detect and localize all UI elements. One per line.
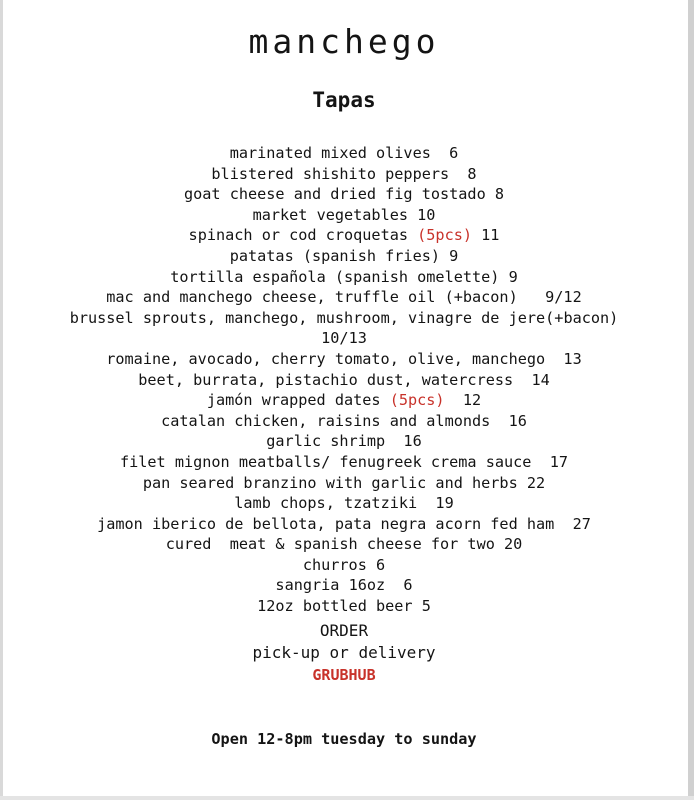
menu-item: lamb chops, tzatziki 19 bbox=[234, 494, 454, 513]
menu-item-name: jamón wrapped dates bbox=[206, 391, 390, 410]
tapas-menu-list bbox=[0, 143, 688, 617]
menu-item: tortilla española (spanish omelette) 9 bbox=[170, 267, 518, 286]
opening-hours: Open 12-8pm tuesday to sunday bbox=[211, 730, 477, 748]
restaurant-title: manchego bbox=[248, 22, 440, 61]
menu-item: market vegetables 10 bbox=[252, 205, 436, 224]
order-method: pick-up or delivery bbox=[252, 643, 436, 662]
menu-item: marinated mixed olives 6 bbox=[229, 144, 459, 162]
menu-item: sangria 16oz 6 bbox=[275, 576, 413, 595]
menu-item: garlic shrimp 16 bbox=[266, 432, 422, 451]
menu-item: romaine, avocado, cherry tomato, olive, manchego 13 bbox=[106, 349, 582, 368]
portion-highlight: (5pcs) bbox=[389, 391, 445, 410]
menu-item: churros 6 bbox=[302, 555, 386, 574]
frame-right-border bbox=[688, 0, 694, 800]
menu-item: catalan chicken, raisins and almonds 16 bbox=[161, 411, 527, 430]
menu-item: 10/13 bbox=[321, 329, 367, 348]
menu-item-name: spinach or cod croquetas bbox=[188, 226, 418, 245]
frame-bottom-border bbox=[0, 796, 694, 800]
menu-item: mac and manchego cheese, truffle oil (+bacon) 9/12 bbox=[106, 288, 582, 307]
menu-item: brussel sprouts, manchego, mushroom, vinagre de jere(+bacon) bbox=[69, 308, 619, 327]
menu-item: pan seared branzino with garlic and herbs 22 bbox=[142, 473, 546, 492]
menu-item-price: 12 bbox=[444, 391, 482, 410]
menu-item: jamon iberico de bellota, pata negra acorn fed ham 27 bbox=[97, 514, 591, 533]
menu-item: filet mignon meatballs/ fenugreek crema sauce 17 bbox=[119, 452, 569, 471]
menu-item: patatas (spanish fries) 9 bbox=[229, 246, 459, 265]
section-heading-tapas: Tapas bbox=[312, 88, 376, 112]
order-heading: ORDER bbox=[319, 621, 369, 640]
menu-item: 12oz bottled beer 5 bbox=[257, 597, 431, 616]
portion-highlight: (5pcs) bbox=[417, 226, 473, 245]
menu-item: goat cheese and dried fig tostado 8 bbox=[183, 185, 505, 204]
menu-item: beet, burrata, pistachio dust, watercress 14 bbox=[138, 370, 550, 389]
menu-item bbox=[0, 225, 688, 246]
menu-item-price: 11 bbox=[472, 226, 500, 245]
order-info bbox=[0, 620, 688, 686]
menu-item: blistered shishito peppers 8 bbox=[211, 164, 477, 183]
grubhub-link[interactable]: GRUBHUB bbox=[312, 666, 376, 684]
menu-item: cured meat & spanish cheese for two 20 bbox=[165, 535, 523, 554]
menu-item bbox=[0, 390, 688, 411]
